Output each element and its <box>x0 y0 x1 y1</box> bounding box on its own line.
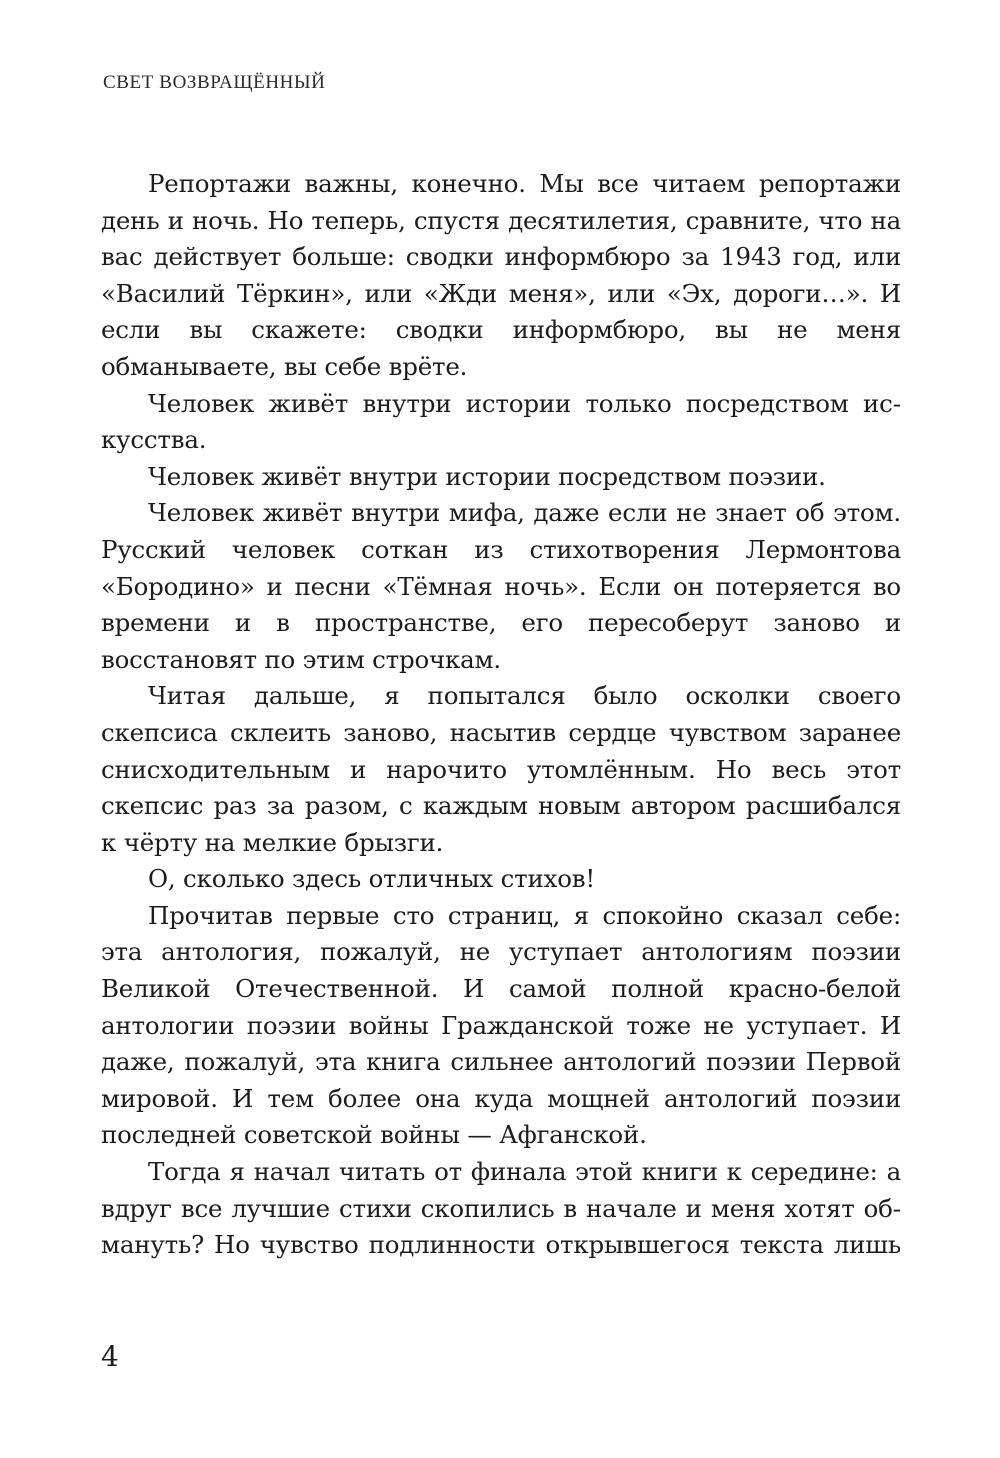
running-head-title: СВЕТ ВОЗВРАЩЁННЫЙ <box>103 72 326 93</box>
paragraph: Тогда я начал читать от финала этой книги к середине: а вдруг все лучшие стихи скопились в начале и меня хотят обмануть? Но чувство подлинности открывшегося текста лишь <box>101 1157 901 1260</box>
paragraph: Человек живёт внутри истории только посредством искусства. <box>101 388 901 455</box>
paragraph: Читая дальше, я попытался было осколки своего скепсиса склеить заново, насытив сердце чувством заранее снисходительным и нарочито утомлённым. Но весь этот скепсис раз за разом, с каждым новым автором расшибался к чёрту на мелкие брызги. <box>101 681 901 857</box>
paragraph: Человек живёт внутри мифа, даже если не знает об этом. Русский человек соткан из стихотворения Лермонтова «Бородино» и песни «Тёмная ночь». Если он потеряется во времени и в пространстве, его пересоберут заново и восстановят по этим строчкам. <box>101 498 901 674</box>
paragraph: О, сколько здесь отличных стихов! <box>148 864 596 894</box>
page-number: 4 <box>101 1340 119 1373</box>
paragraph: Репортажи важны, конечно. Мы все читаем репортажи день и ночь. Но теперь, спустя десятилетия, сравните, что на вас действует больше: сводки информбюро за 1943 год, или «Василий Тёркин», или «Жди меня», или «Эх, дороги…». И если вы скажете: сводки информбюро, вы не меня обманываете, вы себе врёте. <box>101 169 901 381</box>
paragraph: Человек живёт внутри истории посредством поэзии. <box>148 461 826 491</box>
paragraph: Прочитав первые сто страниц, я спокойно сказал себе: эта антология, пожалуй, не уступает антологиям поэзии Великой Отечественной. И самой полной красно-белой антологии поэзии войны Гражданской тоже не уступает. И даже, пожалуй, эта книга сильнее антологий поэзии Первой мировой. И тем более она куда мощней антологий поэзии последней советской войны — Афганской. <box>101 900 901 1150</box>
body-text <box>101 166 901 1264</box>
